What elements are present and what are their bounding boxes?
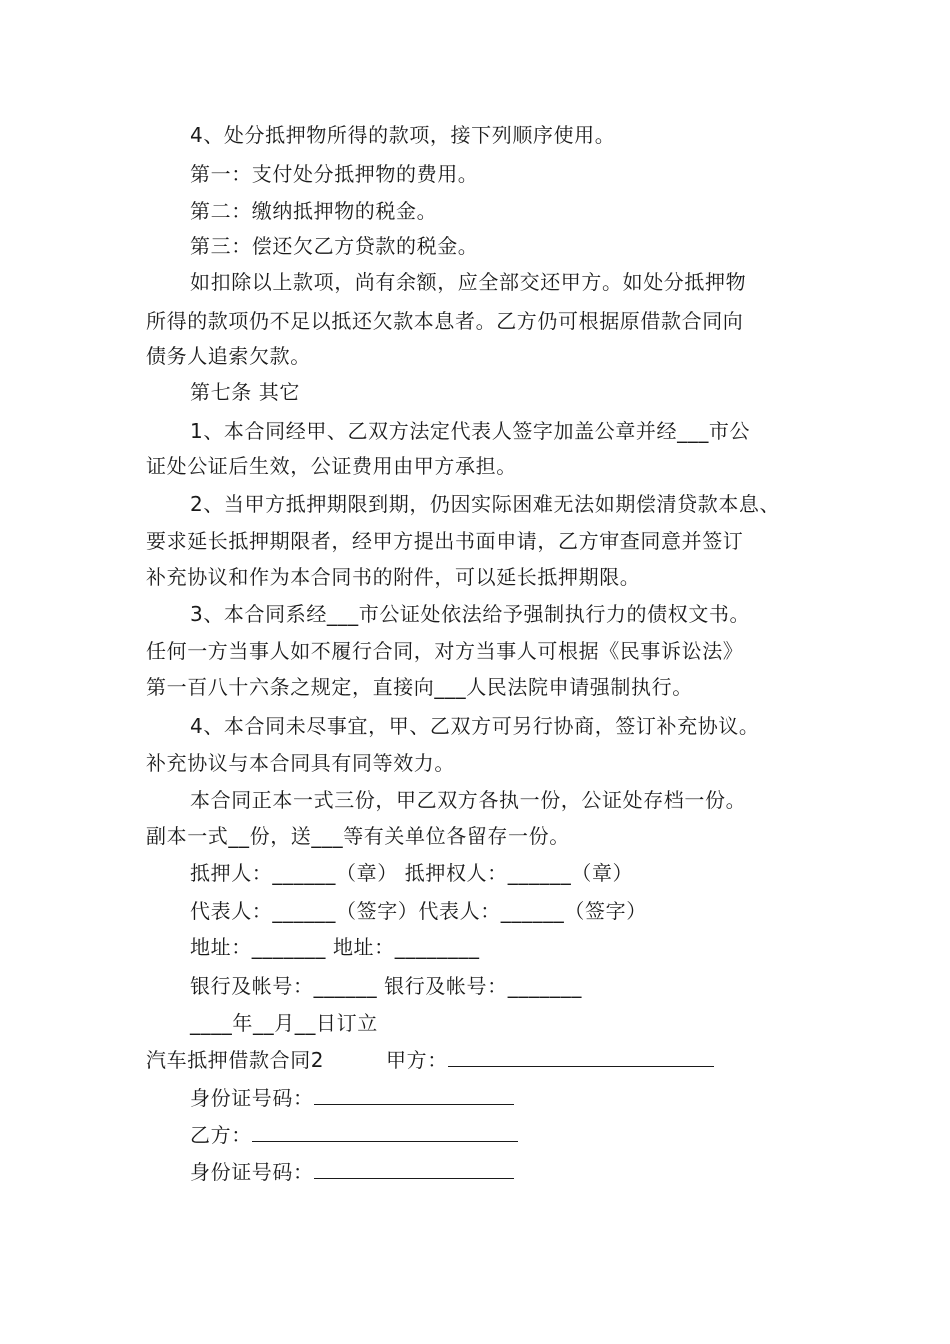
text-line: 第一百八十六条之规定，直接向___人民法院申请强制执行。	[146, 675, 693, 699]
text-line: 4、处分抵押物所得的款项，接下列顺序使用。	[190, 123, 616, 147]
contract2-title: 汽车抵押借款合同2	[146, 1048, 325, 1072]
text-line: 任何一方当事人如不履行合同，对方当事人可根据《民事诉讼法》	[146, 639, 744, 663]
address-line: 地址：_______ 地址：________	[190, 935, 480, 959]
date-line: ____年__月__日订立	[190, 1011, 378, 1035]
text-line: 如扣除以上款项，尚有余额，应全部交还甲方。如处分抵押物	[190, 270, 747, 294]
id-number-blank[interactable]	[314, 1084, 514, 1105]
bank-account-line: 银行及帐号：______ 银行及帐号：_______	[190, 974, 582, 998]
text-line: 补充协议与本合同具有同等效力。	[146, 751, 455, 775]
text-line: 要求延长抵押期限者，经甲方提出书面申请，乙方审查同意并签订	[146, 529, 744, 553]
party-a-blank[interactable]	[448, 1046, 714, 1067]
text-line: 第一：支付处分抵押物的费用。	[190, 162, 479, 186]
text-line: 3、本合同系经___市公证处依法给予强制执行力的债权文书。	[190, 602, 751, 626]
text-line: 1、本合同经甲、乙双方法定代表人签字加盖公章并经___市公	[190, 419, 751, 443]
party-a-label: 甲方：	[386, 1048, 448, 1072]
text-line: 2、当甲方抵押期限到期，仍因实际困难无法如期偿清贷款本息、	[190, 492, 781, 516]
party-a-line	[386, 1046, 714, 1074]
text-line: 本合同正本一式三份，甲乙双方各执一份，公证处存档一份。	[190, 788, 747, 812]
party-b-id-line	[190, 1158, 514, 1186]
id-number-label: 身份证号码：	[190, 1160, 314, 1184]
text-line: 证处公证后生效，公证费用由甲方承担。	[146, 454, 517, 478]
signature-line: 代表人：______（签字）代表人：______（签字）	[190, 899, 647, 923]
text-line: 第三：偿还欠乙方贷款的税金。	[190, 234, 479, 258]
party-a-id-line	[190, 1084, 514, 1112]
id-number-blank[interactable]	[314, 1158, 514, 1179]
text-line: 补充协议和作为本合同书的附件，可以延长抵押期限。	[146, 565, 641, 589]
text-line: 所得的款项仍不足以抵还欠款本息者。乙方仍可根据原借款合同向	[146, 309, 744, 333]
party-b-line	[190, 1121, 518, 1149]
text-line: 4、本合同未尽事宜，甲、乙双方可另行协商，签订补充协议。	[190, 714, 760, 738]
text-line: 副本一式__份，送___等有关单位各留存一份。	[146, 824, 570, 848]
text-line: 第二：缴纳抵押物的税金。	[190, 199, 438, 223]
text-line: 债务人追索欠款。	[146, 344, 311, 368]
party-b-blank[interactable]	[252, 1121, 518, 1142]
id-number-label: 身份证号码：	[190, 1086, 314, 1110]
party-b-label: 乙方：	[190, 1123, 252, 1147]
contract2-title-line	[146, 1046, 324, 1074]
section-heading: 第七条 其它	[190, 380, 300, 404]
signature-line: 抵押人：______（章） 抵押权人：______（章）	[190, 861, 634, 885]
